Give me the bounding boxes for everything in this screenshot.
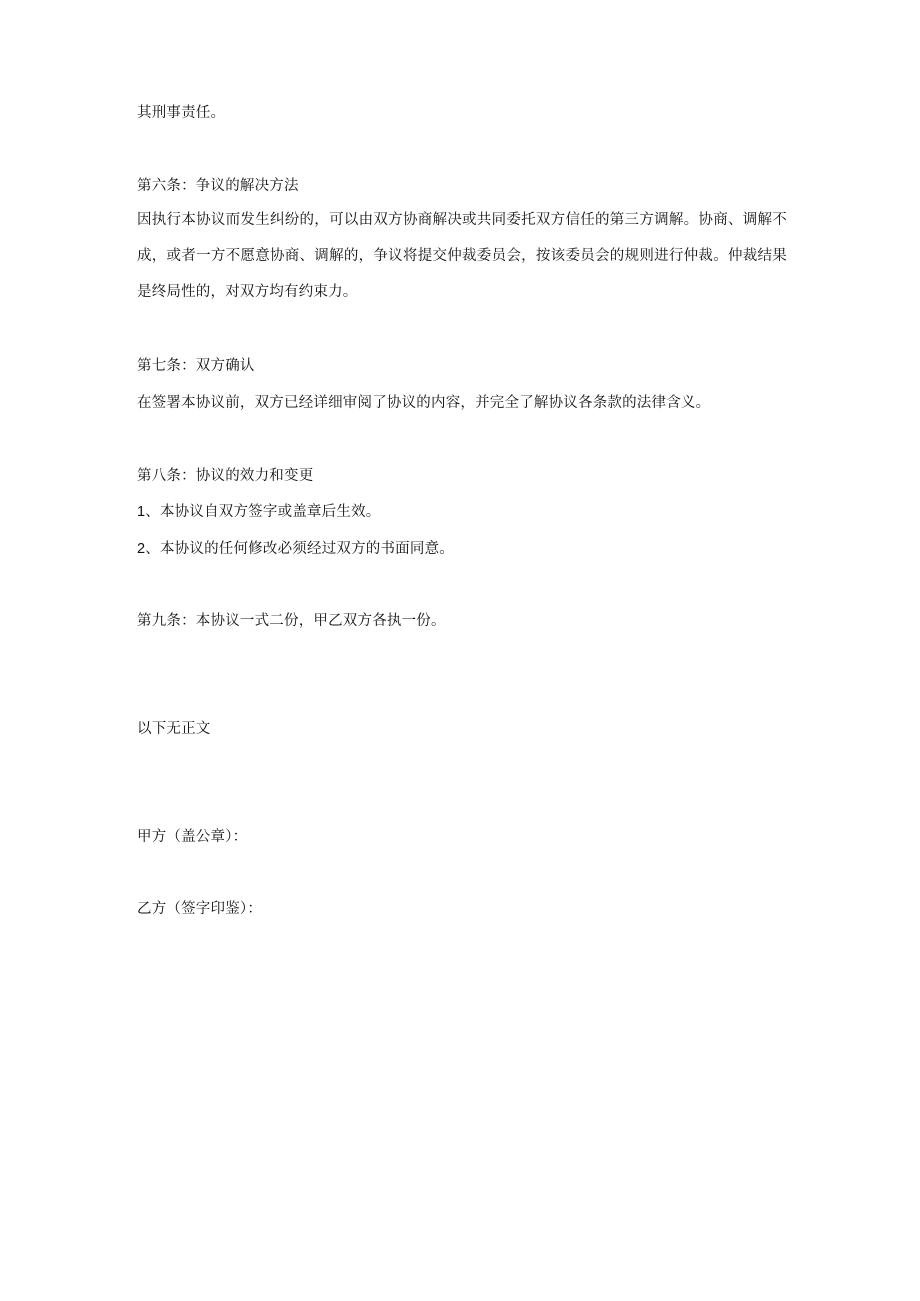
article-6-body: 因执行本协议而发生纠纷的，可以由双方协商解决或共同委托双方信任的第三方调解。协商、调解不成，或者一方不愿意协商、调解的，争议将提交仲裁委员会，按该委员会的规则进行仲裁。仲裁结果是终局性的，对双方均有约束力。 (137, 212, 787, 300)
item-text: 、本协议自双方签字或盖章后生效。 (145, 504, 381, 520)
item-number: 1 (137, 504, 146, 520)
article-8-heading: 第八条：协议的效力和变更 (137, 468, 314, 484)
item-number: 2 (137, 541, 146, 557)
article-6-heading: 第六条：争议的解决方法 (137, 178, 299, 194)
end-note: 以下无正文 (137, 721, 211, 737)
article-8-item-1 (137, 502, 380, 522)
item-text: 、本协议的任何修改必须经过双方的书面同意。 (145, 541, 454, 557)
article-8-item-2 (137, 539, 454, 559)
party-a-signature-line: 甲方（盖公章）： (137, 829, 248, 845)
party-b-signature-line: 乙方（签字印鉴）： (137, 901, 263, 917)
article-9: 第九条：本协议一式二份，甲乙双方各执一份。 (137, 613, 446, 629)
clause-continuation: 其刑事责任。 (137, 105, 226, 121)
article-7-body: 在签署本协议前，双方已经详细审阅了协议的内容，并完全了解协议各条款的法律含义。 (137, 395, 711, 411)
article-7-heading: 第七条：双方确认 (137, 358, 255, 374)
